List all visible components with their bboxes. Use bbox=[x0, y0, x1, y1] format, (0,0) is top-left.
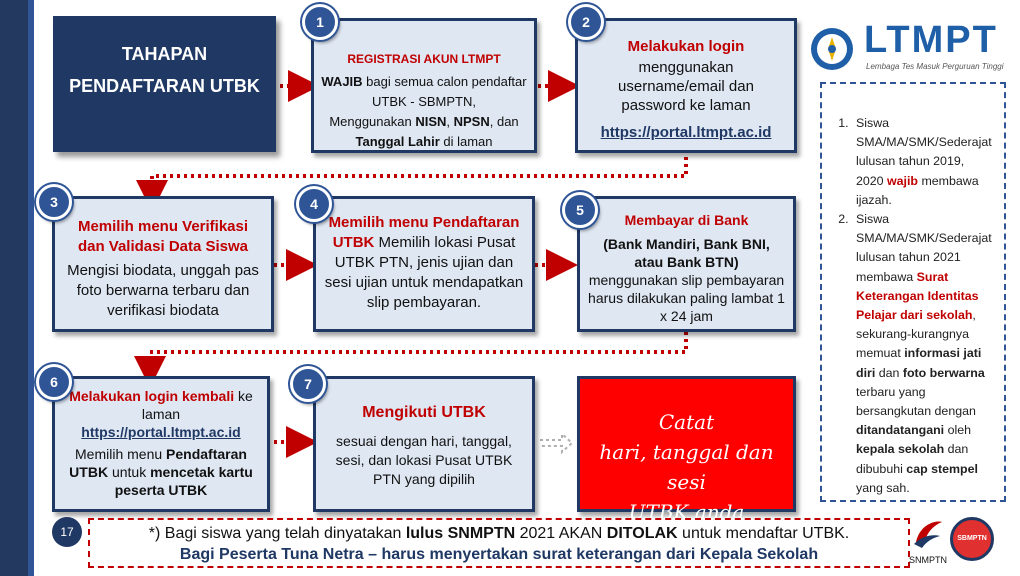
catat-reminder-box bbox=[577, 376, 796, 524]
step-2-text: menggunakan username/email dan password ke laman bbox=[618, 59, 754, 114]
footer-bold-lulus: lulus SNMPTN bbox=[405, 525, 516, 542]
step-1-sep: , bbox=[446, 114, 454, 129]
snmptn-label: SNMPTN bbox=[909, 555, 947, 565]
note-2-text-7: yang sah. bbox=[856, 480, 910, 495]
portal-link-1[interactable]: https://portal.ltmpt.ac.id bbox=[600, 124, 772, 141]
note-2-surat: Surat Keterangan Identitas Pelajar dari sekolah bbox=[856, 269, 979, 323]
note-item-2 bbox=[852, 210, 994, 498]
note-2-text-3: dan bbox=[875, 365, 903, 380]
footer-text-2: 2021 AKAN bbox=[515, 525, 607, 542]
step-2-number: 2 bbox=[568, 4, 604, 40]
footer-bold-ditolak: DITOLAK bbox=[606, 525, 678, 542]
step-6-bold-menu: Pendaftaran UTBK bbox=[69, 446, 247, 480]
step-6-text-3: untuk bbox=[108, 464, 151, 480]
step-1-box bbox=[311, 18, 537, 153]
note-2-text-5: oleh bbox=[944, 423, 971, 438]
step-4-title: Memilih menu Pendaftaran UTBK bbox=[328, 214, 520, 251]
step-5-number: 5 bbox=[562, 192, 598, 228]
footer-text-3: untuk mendaftar UTBK. bbox=[677, 525, 850, 542]
tut-wuri-handayani-logo-icon bbox=[806, 26, 858, 72]
arrow-5-to-6 bbox=[150, 332, 686, 372]
step-5-title: Membayar di Bank bbox=[624, 212, 749, 228]
note-2-jati-diri: informasi jati diri bbox=[856, 346, 982, 380]
step-1-bold-wajib: WAJIB bbox=[321, 74, 363, 89]
footer-line-2: Bagi Peserta Tuna Netra – harus menyertakan surat keterangan dari Kepala Sekolah bbox=[179, 546, 819, 563]
catat-line-1: Catat bbox=[658, 410, 715, 434]
note-2-kepsek: kepala sekolah bbox=[856, 442, 945, 457]
step-5-text: menggunakan slip pembayaran harus dilakukan paling lambat 1 x 24 jam bbox=[588, 272, 785, 324]
step-6-number: 6 bbox=[36, 364, 72, 400]
footer-line-1 bbox=[90, 523, 908, 544]
note-2-stempel: cap stempel bbox=[906, 461, 978, 476]
requirements-notes bbox=[820, 82, 1006, 502]
step-1-title: REGISTRASI AKUN LTMPT bbox=[347, 52, 501, 66]
step-1-bold-nisn: NISN bbox=[415, 114, 447, 129]
note-2-ttd: ditandatangani bbox=[856, 423, 945, 438]
step-1-bold-npsn: NPSN bbox=[453, 114, 490, 129]
step-1-text: bagi semua calon pendaftar UTBK - SBMPTN, bbox=[362, 74, 527, 109]
page-number: 17 bbox=[52, 517, 82, 547]
step-6-box bbox=[52, 376, 270, 512]
note-2-text: Siswa SMA/MA/SMK/Sederajat lulusan tahun 2021 membawa bbox=[856, 212, 992, 284]
catat-line-3: UTBK anda bbox=[628, 500, 745, 524]
step-1-text-3: , dan bbox=[489, 114, 519, 129]
ltmpt-logo-text: LTMPT bbox=[864, 19, 998, 61]
step-7-text: sesuai dengan hari, tanggal, sesi, dan lokasi Pusat UTBK PTN yang dipilih bbox=[335, 433, 513, 487]
step-1-text-2: Menggunakan bbox=[329, 114, 416, 129]
note-2-text-4: terbaru yang bersangkutan dengan bbox=[856, 384, 976, 419]
step-1-bold-tgl: Tanggal Lahir bbox=[355, 134, 440, 149]
portal-link-2[interactable]: https://portal.ltmpt.ac.id bbox=[81, 424, 241, 440]
note-item-1 bbox=[852, 114, 994, 210]
step-3-title: Memilih menu Verifikasi dan Validasi Data Siswa bbox=[77, 218, 249, 255]
step-3-box bbox=[52, 196, 274, 332]
step-6-title: Melakukan login kembali bbox=[69, 388, 235, 404]
arrow-2-to-3 bbox=[152, 150, 686, 196]
step-1-text-4: di laman bbox=[439, 134, 493, 149]
catat-line-2: hari, tanggal dan sesi bbox=[599, 440, 774, 494]
step-4-number: 4 bbox=[296, 186, 332, 222]
note-1-text: Siswa SMA/MA/SMK/Sederajat lulusan tahun 2019, 2020 bbox=[856, 116, 992, 188]
note-1-wajib: wajib bbox=[887, 173, 918, 188]
step-7-box bbox=[313, 376, 535, 512]
step-7-number: 7 bbox=[290, 366, 326, 402]
ltmpt-tagline: Lembaga Tes Masuk Perguruan Tinggi bbox=[866, 62, 1004, 71]
footer-text-1: *) Bagi siswa yang telah dinyatakan bbox=[148, 525, 406, 542]
footer-notice bbox=[88, 518, 910, 568]
step-6-bold-cetak: mencetak kartu peserta UTBK bbox=[114, 464, 253, 498]
step-7-title: Mengikuti UTBK bbox=[362, 404, 486, 421]
note-2-text-6: dan dibubuhi bbox=[856, 442, 969, 476]
step-2-title: Melakukan login bbox=[627, 38, 745, 55]
step-6-text-1: ke laman bbox=[141, 388, 253, 422]
step-4-text: Memilih lokasi Pusat UTBK PTN, jenis ujian dan sesi ujian untuk mendapatkan slip pembayaran. bbox=[324, 234, 524, 311]
step-2-box bbox=[575, 18, 797, 153]
note-2-text-2: , sekurang-kurangnya memuat bbox=[856, 308, 976, 361]
step-3-text: Mengisi biodata, unggah pas foto berwarna terbaru dan verifikasi biodata bbox=[67, 262, 259, 319]
step-1-number: 1 bbox=[302, 4, 338, 40]
snmptn-logo bbox=[908, 514, 948, 572]
step-6-text-2: Memilih menu bbox=[75, 446, 167, 462]
step-5-banks: (Bank Mandiri, Bank BNI, atau Bank BTN) bbox=[603, 236, 770, 270]
sbmptn-logo: SBMPTN bbox=[950, 517, 994, 561]
note-1-text-2: membawa ijazah. bbox=[856, 173, 979, 207]
step-3-number: 3 bbox=[36, 184, 72, 220]
page-title: TAHAPAN PENDAFTARAN UTBK bbox=[53, 16, 276, 152]
note-2-foto: foto berwarna bbox=[902, 365, 985, 380]
step-5-box bbox=[577, 196, 796, 332]
step-4-box bbox=[313, 196, 535, 332]
snmptn-swoosh-icon bbox=[910, 514, 946, 550]
arrow-7-to-catat bbox=[540, 434, 572, 452]
